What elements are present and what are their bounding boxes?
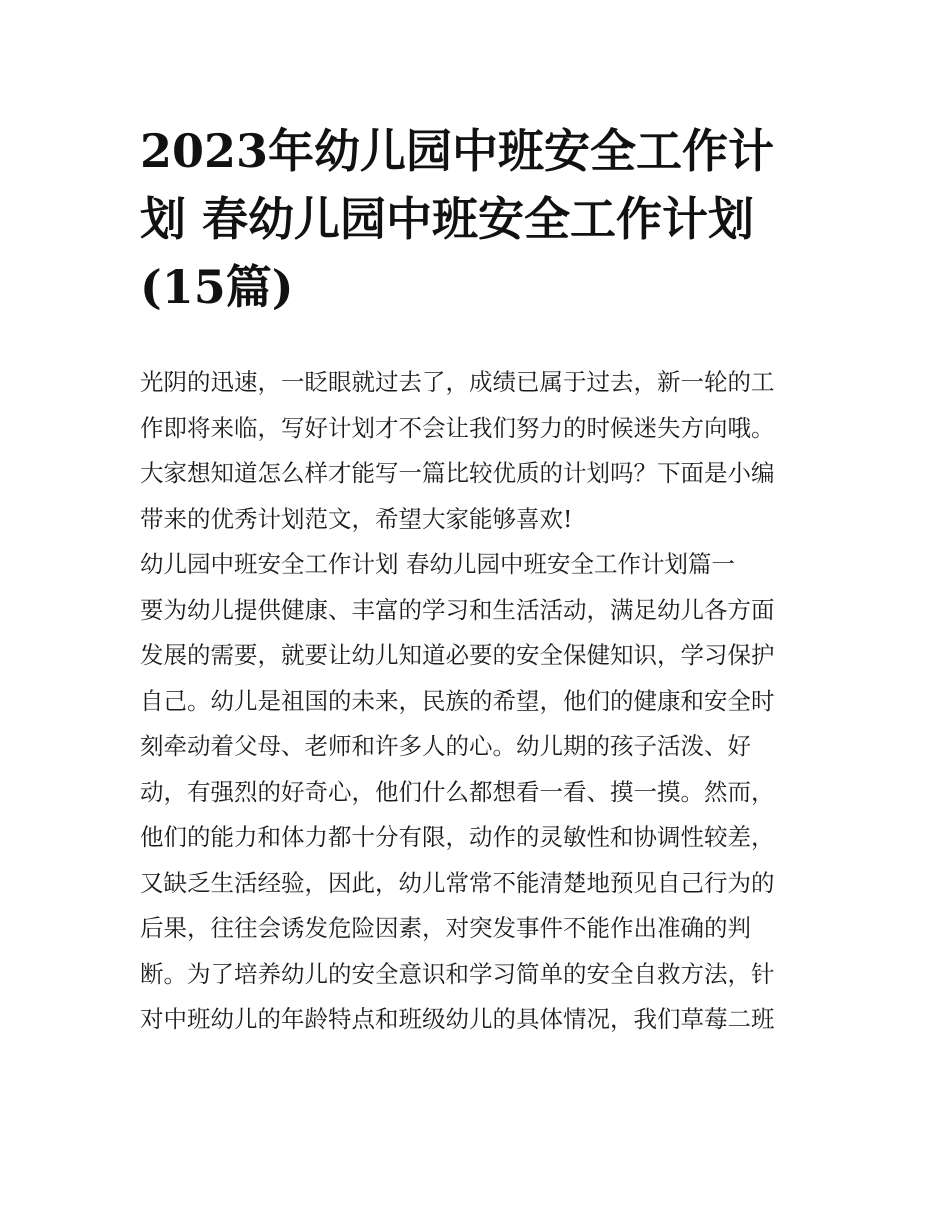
paragraph-line: 对中班幼儿的年龄特点和班级幼儿的具体情况，我们草莓二班 — [140, 1005, 775, 1033]
paragraph-line: 后果，往往会诱发危险因素，对突发事件不能作出准确的判 — [140, 914, 751, 942]
paragraph-line: 他们的能力和体力都十分有限，动作的灵敏性和协调性较差， — [140, 823, 775, 851]
section-heading: 幼儿园中班安全工作计划 春幼儿园中班安全工作计划篇一 — [140, 550, 735, 578]
paragraph-line: 发展的需要，就要让幼儿知道必要的安全保健知识，学习保护 — [140, 641, 775, 669]
document-body — [140, 360, 820, 1043]
intro-line: 光阴的迅速，一眨眼就过去了，成绩已属于过去，新一轮的工 — [140, 368, 775, 396]
paragraph-line: 刻牵动着父母、老师和许多人的心。幼儿期的孩子活泼、好 — [140, 732, 751, 760]
intro-line: 作即将来临，写好计划才不会让我们努力的时候迷失方向哦。 — [140, 413, 775, 442]
paragraph-line: 又缺乏生活经验，因此，幼儿常常不能清楚地预见自己行为的 — [140, 868, 775, 897]
paragraph-line: 自己。幼儿是祖国的未来，民族的希望，他们的健康和安全时 — [140, 686, 775, 715]
document-title — [140, 117, 820, 321]
paragraph-line: 要为幼儿提供健康、丰富的学习和生活活动，满足幼儿各方面 — [140, 595, 775, 624]
title-line: (15篇) — [140, 260, 294, 314]
paragraph-line: 动，有强烈的好奇心，他们什么都想看一看、摸一摸。然而， — [140, 777, 775, 806]
title-line: 划 春幼儿园中班安全工作计划 — [140, 192, 755, 246]
intro-line: 带来的优秀计划范文，希望大家能够喜欢! — [140, 504, 573, 533]
intro-line: 大家想知道怎么样才能写一篇比较优质的计划吗？下面是小编 — [140, 459, 775, 487]
title-line: 2023年幼儿园中班安全工作计 — [140, 124, 775, 178]
paragraph-line: 断。为了培养幼儿的安全意识和学习简单的安全自救方法，针 — [140, 959, 775, 988]
